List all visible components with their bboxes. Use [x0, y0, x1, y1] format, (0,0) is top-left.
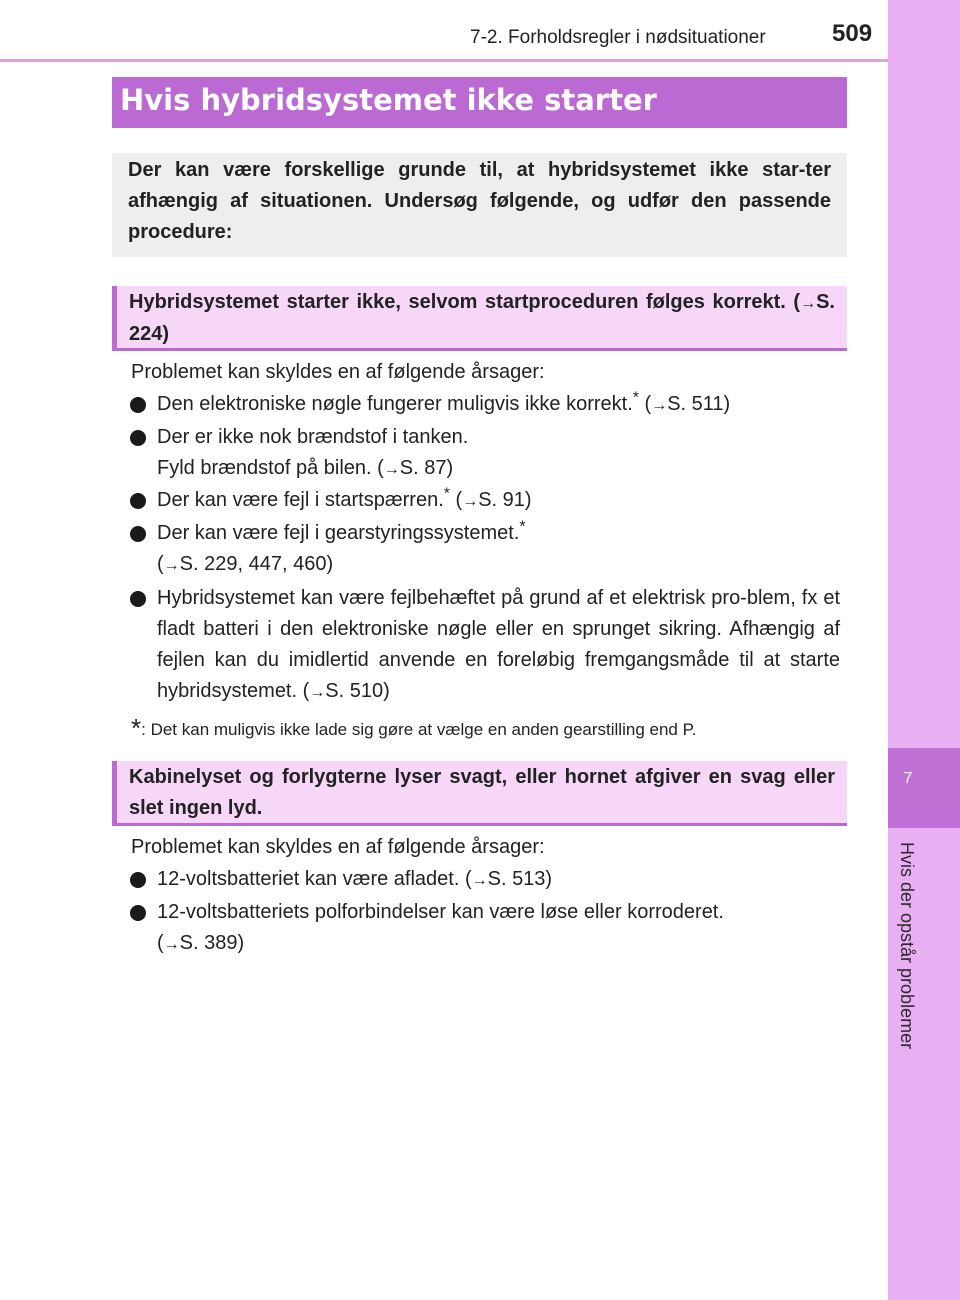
section-2-lead: Problemet kan skyldes en af følgende årsager:	[131, 836, 545, 858]
chapter-number-tab[interactable]	[888, 748, 960, 828]
arrow-icon: →	[309, 684, 326, 701]
subheading-2-text: Kabinelyset og forlygterne lyser svagt, eller hornet afgiver en svag eller slet ingen lyd.	[129, 766, 835, 819]
subheading-2	[112, 761, 847, 826]
section-1-lead: Problemet kan skyldes en af følgende årsager:	[131, 361, 545, 383]
intro-box	[112, 153, 847, 257]
footnote: *: Det kan muligvis ikke lade sig gøre at vælge en anden gearstilling end P.	[131, 713, 697, 743]
footnote-star: *	[131, 713, 142, 743]
list-item: Der kan være fejl i startspærren.* (→S. 91)	[157, 485, 532, 511]
page-reference-link[interactable]: S. 224)	[129, 291, 835, 345]
page-reference-link[interactable]: S. 389)	[179, 932, 245, 954]
page-heading-bar	[112, 77, 847, 128]
bullet-icon	[130, 397, 146, 413]
list-item: Hybridsystemet kan være fejlbehæftet på grund af et elektrisk pro-blem, fx et fladt batteri i den elektroniske nøgle eller en sprunget sikring. Afhængig af fejlen kan du imidlertid anvende en foreløbig fremgangsmåde til at starte hybridsystemet. (→S. 510)	[157, 587, 840, 702]
list-item: Der kan være fejl i gearstyringssystemet.* (→S. 229, 447, 460)	[157, 518, 526, 575]
page-reference-link[interactable]: S. 513)	[487, 868, 553, 890]
subheading-1	[112, 286, 847, 351]
list-item: Der er ikke nok brændstof i tanken. Fyld brændstof på bilen. (→S. 87)	[157, 426, 469, 479]
page-reference-link[interactable]: S. 229, 447, 460)	[179, 553, 334, 575]
bullet-icon	[130, 591, 146, 607]
chapter-side-tab	[888, 0, 960, 1300]
chapter-title: Hvis der opstår problemer	[897, 842, 917, 1050]
page-reference-link[interactable]: S. 511)	[667, 393, 731, 415]
bullet-icon	[130, 526, 146, 542]
chapter-number: 7	[903, 770, 913, 787]
page-number: 509	[832, 20, 873, 47]
page-heading: Hvis hybridsystemet ikke starter	[120, 83, 657, 117]
list-item: 12-voltsbatteriets polforbindelser kan være løse eller korroderet. (→S. 389)	[157, 901, 724, 954]
arrow-icon: →	[800, 295, 817, 312]
arrow-icon: →	[163, 936, 180, 953]
section-title: 7-2. Forholdsregler i nødsituationer	[470, 27, 766, 48]
list-item: 12-voltsbatteriet kan være afladet. (→S. 513)	[157, 868, 553, 890]
arrow-icon: →	[471, 872, 488, 889]
bullet-icon	[130, 493, 146, 509]
arrow-icon: →	[651, 397, 668, 414]
page-reference-link[interactable]: S. 91)	[478, 489, 532, 511]
header-rule	[0, 59, 888, 62]
list-item: Den elektroniske nøgle fungerer muligvis ikke korrekt.* (→S. 511)	[157, 389, 731, 415]
arrow-icon: →	[163, 557, 180, 574]
arrow-icon: →	[383, 461, 400, 478]
page-reference-link[interactable]: S. 87)	[399, 457, 454, 479]
arrow-icon: →	[462, 493, 479, 510]
subheading-1-text: Hybridsystemet starter ikke, selvom startproceduren følges korrekt. (→S. 224)	[129, 291, 835, 345]
intro-text: Der kan være forskellige grunde til, at hybridsystemet ikke star-ter afhængig af situationen. Undersøg følgende, og udfør den passende procedure:	[128, 159, 831, 243]
bullet-icon	[130, 872, 146, 888]
bullet-icon	[130, 430, 146, 446]
page-reference-link[interactable]: S. 510)	[325, 680, 390, 702]
bullet-icon	[130, 905, 146, 921]
